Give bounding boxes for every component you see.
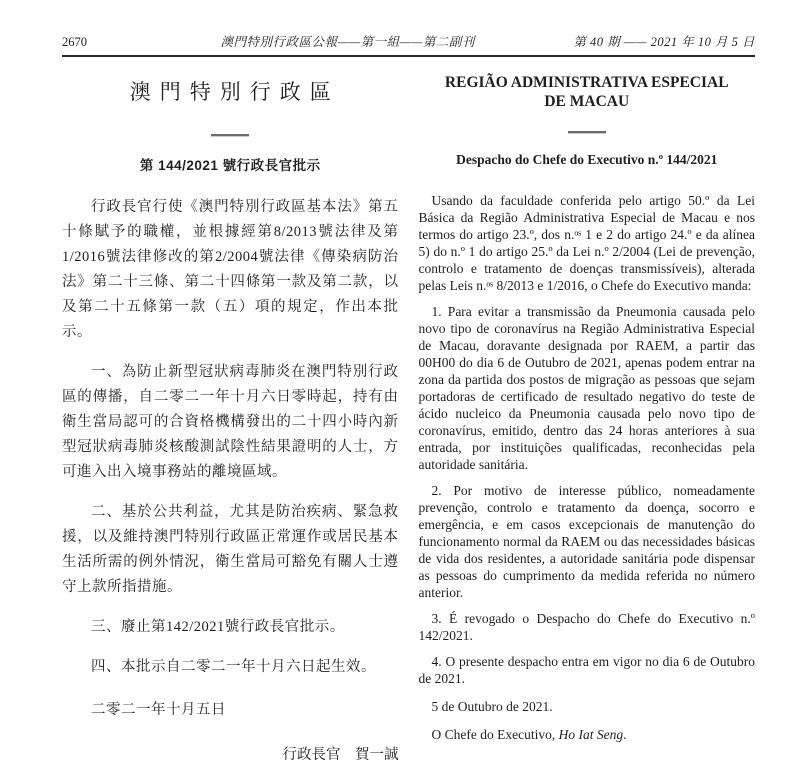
pt-date-line: 5 de Outubro de 2021. xyxy=(431,699,553,714)
pt-paragraph-item-2: 2. Por motivo de interesse público, nomeadamente prevenção, controlo e tratamento da doença, socorro e emergência, e em casos excepcionais de manutenção do funcionamento normal da RAEM ou das necessidades básicas de vida dos residentes, a autoridade sanitária pode dispensar as pessoas do cumprimento da medida referida no número anterior. xyxy=(418,483,755,600)
zh-paragraph-item-2: 二、基於公共利益，尤其是防治疾病、緊急救援，以及維持澳門特別行政區正常運作或居民基本生活所需的例外情況，衛生當局可豁免有關人士遵守上款所指措施。 xyxy=(62,504,399,595)
zh-paragraph-preamble: 行政長官行使《澳門特別行政區基本法》第五十條賦予的職權，並根據經第8/2013號法律及第1/2016號法律修改的第2/2004號法律《傳染病防治法》第二十三條、第二十四條第一款及第二款，以及第二十五條第一款（五）項的規定，作出本批示。 xyxy=(62,199,399,340)
zh-paragraph-item-1: 一、為防止新型冠狀病毒肺炎在澳門特別行政區的傳播，自二零二一年十月六日零時起，持有由衛生當局認可的合資格機構發出的二十四小時內新型冠狀病毒肺炎核酸測試陰性結果證明的人士，方可進入出入境事務站的離境區域。 xyxy=(62,364,399,480)
issue-date: 第 40 期 —— 2021 年 10 月 5 日 xyxy=(573,35,755,49)
region-title-pt-line2: DE MACAU xyxy=(544,93,630,110)
zh-paragraph-item-3: 三、廢止第142/2021號行政長官批示。 xyxy=(91,619,345,635)
page-header xyxy=(62,34,755,50)
zh-date-line: 二零二一年十月五日 xyxy=(91,702,226,718)
pt-paragraph-item-1: 1. Para evitar a transmissão da Pneumonia causada pelo novo tipo de coronavírus na Região Administrativa Especial de Macau, doravante designada por RAEM, a partir das 00H00 do dia 6 de Outubro de 2021, apenas podem entrar na zona da partida dos postos de migração as pessoas que sejam portadoras de certificado de resultado negativo do teste de ácido nucleico da Pneumonia causada pelo novo tipo de coronavírus, emitido, dentro das 24 horas anteriores à sua entrada, por instituições qualificadas, reconhecidas pela autoridade sanitária. xyxy=(418,304,755,472)
section-title-pt: Despacho do Chefe do Executivo n.º 144/2021 xyxy=(456,152,718,167)
pt-signature-suffix: . xyxy=(623,727,627,742)
zh-signature: 行政長官 賀一誠 xyxy=(282,747,399,763)
title-divider-zh xyxy=(211,134,249,137)
pt-signature-prefix: O Chefe do Executivo, xyxy=(431,727,559,742)
zh-paragraph-item-4: 四、本批示自二零二一年十月六日起生效。 xyxy=(91,659,376,675)
document-body xyxy=(62,57,755,764)
pt-paragraph-preamble: Usando da faculdade conferida pelo artigo 50.º da Lei Básica da Região Administrativa Especial de Macau e nos termos do artigo 23.º, dos n.ᵒˢ 1 e 2 do artigo 24.º e da alínea 5) do n.º 1 do artigo 25.º da Lei n.º 2/2004 (Lei de prevenção, controlo e tratamento de doenças transmissíveis), alterada pelas Leis n.ᵒˢ 8/2013 e 1/2016, o Chefe do Executivo manda: xyxy=(418,193,755,293)
pt-paragraph-item-3: 3. É revogado o Despacho do Chefe do Executivo n.º 142/2021. xyxy=(418,611,755,643)
portuguese-column xyxy=(419,57,756,764)
page-number: 2670 xyxy=(62,35,87,49)
region-title-zh: 澳門特別行政區 xyxy=(129,80,340,104)
chinese-column xyxy=(62,57,399,764)
title-divider-pt xyxy=(568,131,606,134)
section-title-zh: 第 144/2021 號行政長官批示 xyxy=(139,158,321,173)
gazette-title: 澳門特別行政區公報——第一組——第二副刊 xyxy=(220,35,475,49)
pt-signature xyxy=(419,726,756,743)
pt-signature-name: Ho Iat Seng xyxy=(558,727,624,742)
region-title-pt-line1: REGIÃO ADMINISTRATIVA ESPECIAL xyxy=(444,74,729,91)
region-title-pt xyxy=(419,73,756,111)
pt-paragraph-item-4: 4. O presente despacho entra em vigor no dia 6 de Outubro de 2021. xyxy=(418,654,755,686)
